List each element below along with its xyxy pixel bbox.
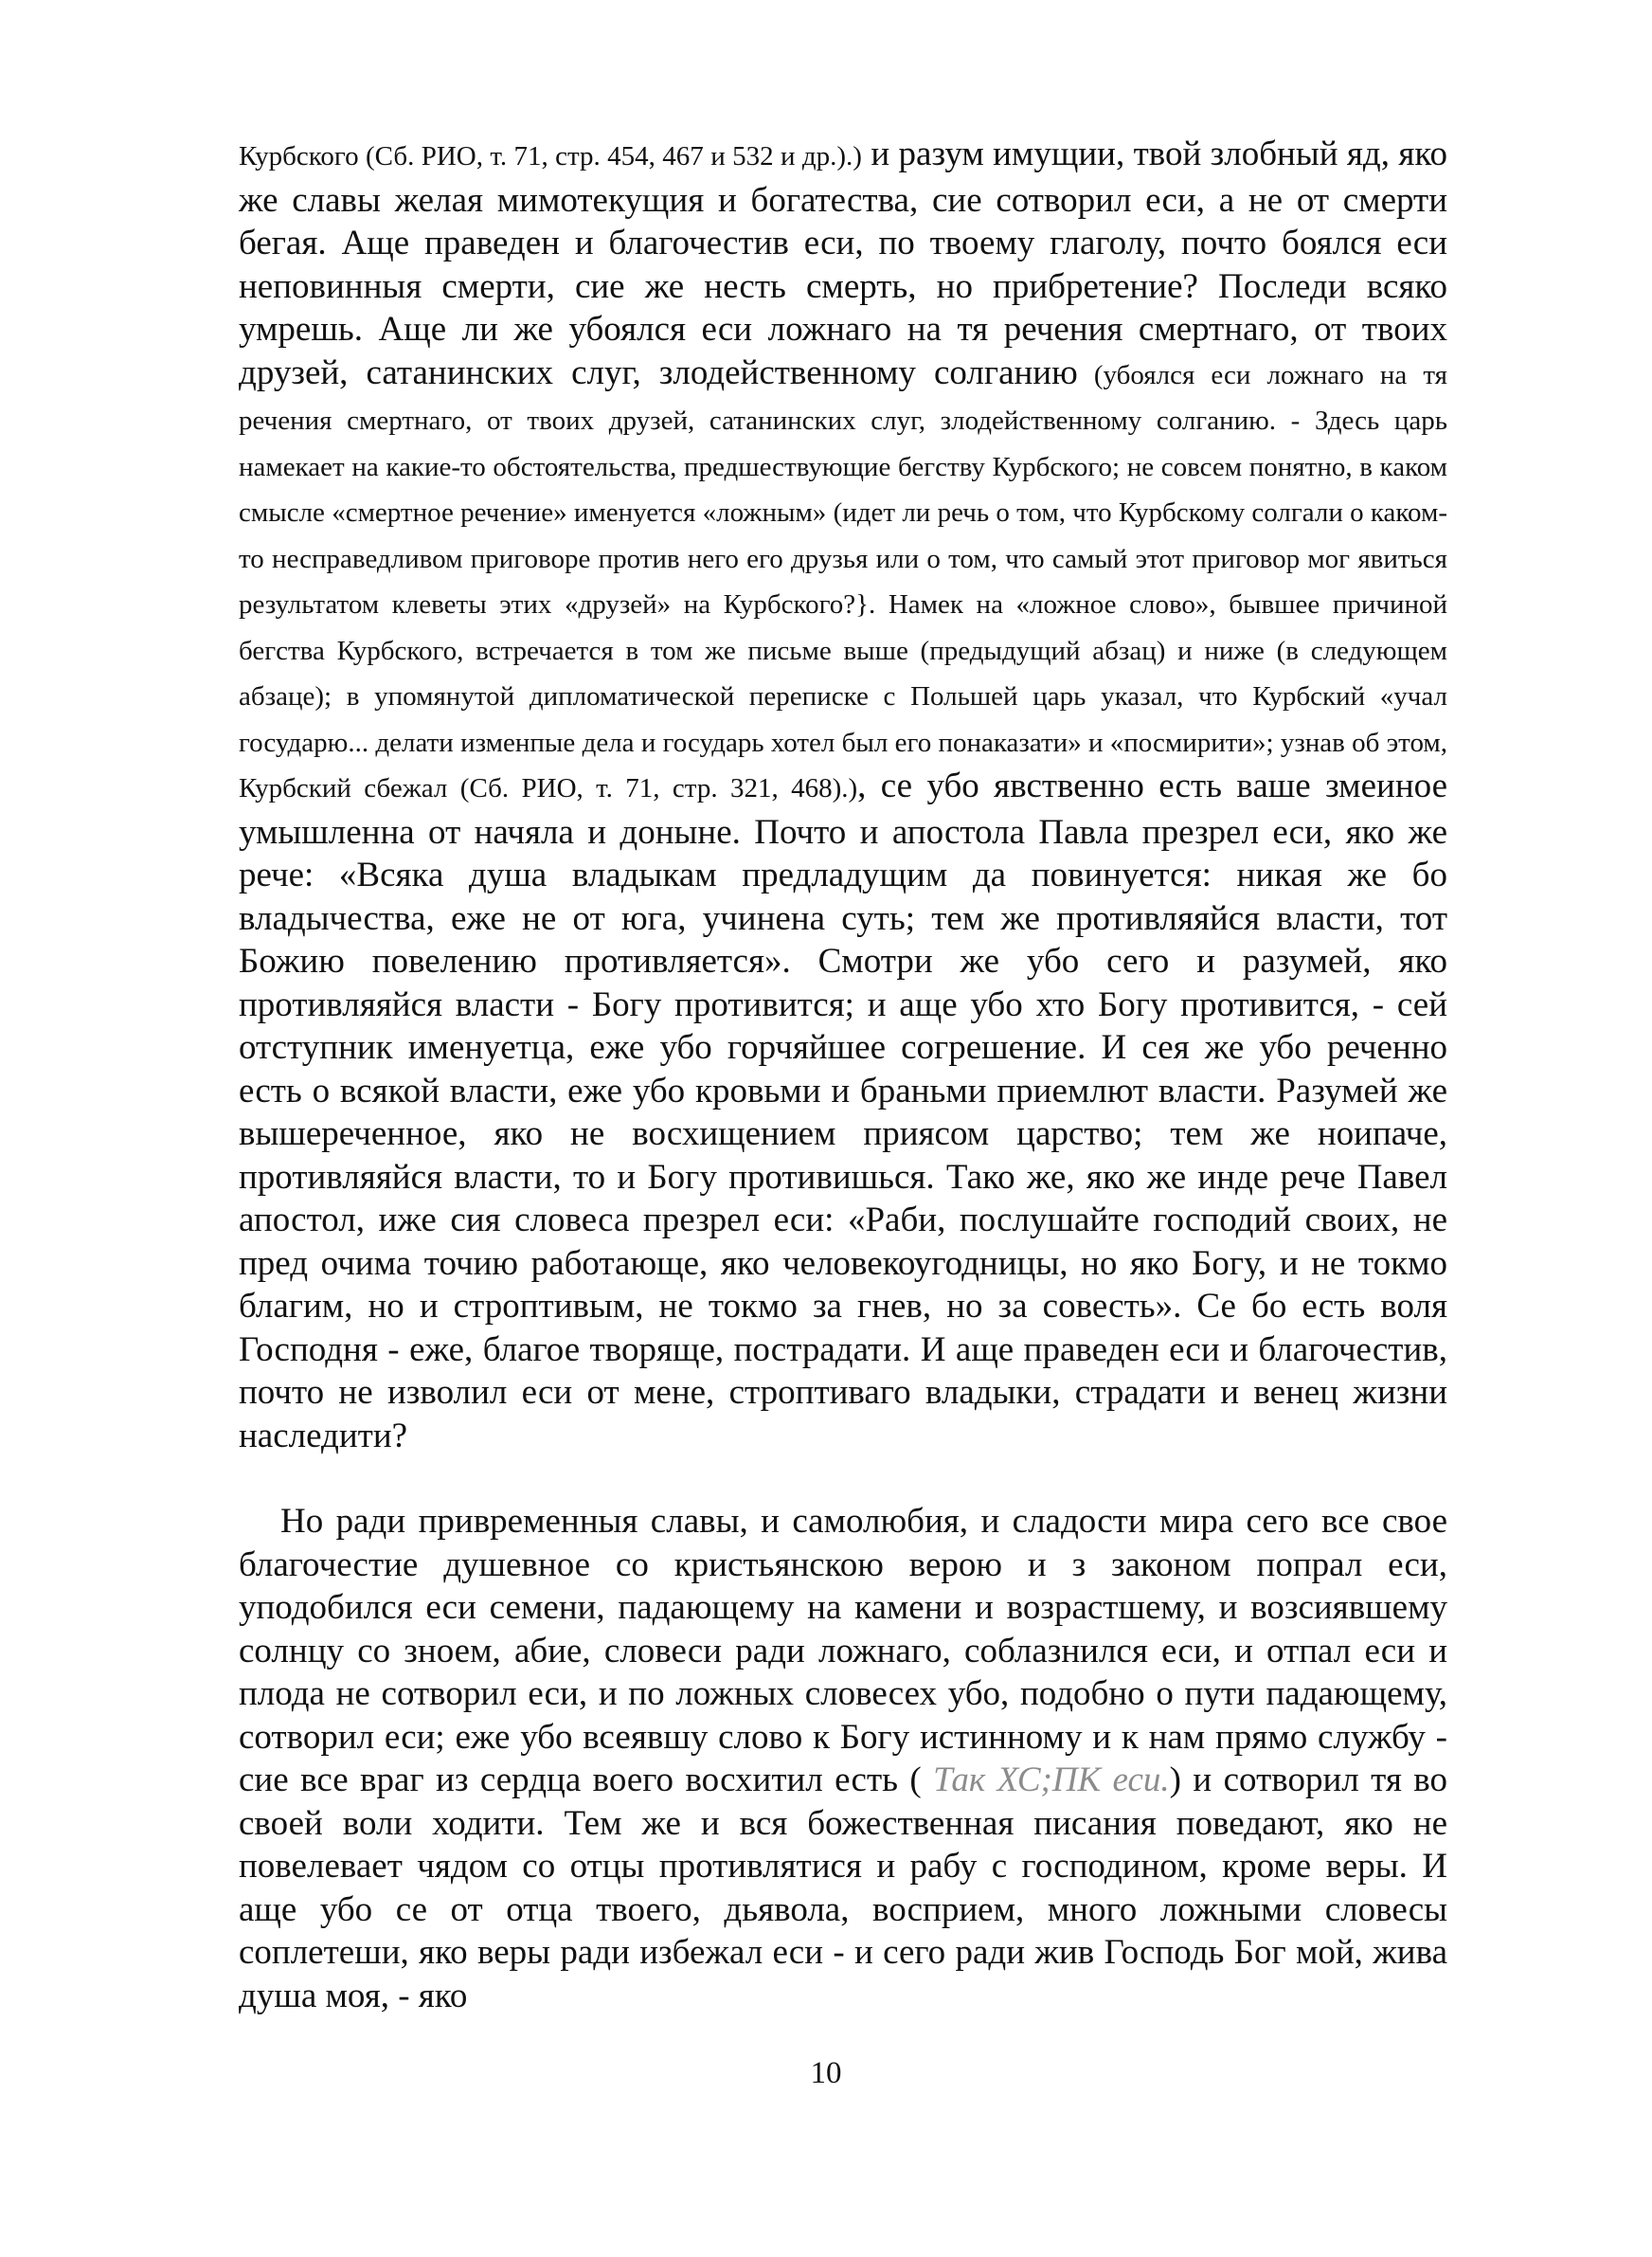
paragraph-2 (239, 1500, 1447, 2017)
document-body (239, 133, 1447, 2017)
footnote-fragment: Курбского (Сб. РИО, т. 71, стр. 454, 467 и 532 и др.).) (239, 141, 862, 172)
main-text: ) и сотворил тя во своей воли ходити. Тем же и вся божественная писания поведают, яко не повелевает чядом со отцы противлятися и рабу с господином, кроме веры. И аще убо се от отца твоего, дьявола, восприем, много ложными словесы соплетеши, яко веры ради избежал еси - и сего ради жив Господь Бог мой, жива душа моя, - яко (239, 1760, 1447, 2015)
editorial-note: Так ХС;ПК еси. (921, 1760, 1170, 1799)
main-text: , се убо явственно есть ваше змеиное умышленна от начяла и доныне. Почто и апостола Павла презрел еси, яко же рече: «Всяка душа владыкам предладущим да повинуется: никая же бо владычества, еже не от юга, учинена суть; тем же противляяйся власти, тот Божию повелению противляется». Смотри же убо сего и разумей, яко противляяйся власти - Богу противится; и аще убо хто Богу противится, - сей отступник именуетца, еже убо горчяйшее согрешение. И сея же убо реченно есть о всякой власти, еже убо кровьми и браньми приемлют власти. Разумей же вышереченное, яко не восхищением приясом царство; тем же ноипаче, противляяйся власти, то и Богу противишься. Тако же, яко же инде рече Павел апостол, иже сия словеса презрел еси: «Раби, послушайте господий своих, не пред очима точию работающе, яко человекоугодницы, но яко Богу, и не токмо благим, но и строптивым, не токмо за гнев, но за совесть». Се бо есть воля Господня - еже, благое творяще, пострадати. И аще праведен еси и благочестив, почто не изволил еси от мене, строптиваго владыки, страдати и венец жизни наследити? (239, 767, 1447, 1455)
main-text: и разум имущии, твой злобный яд, яко же славы желая мимотекущия и богатества, сие сотворил еси, а не от смерти бегая. Аще праведен и благочестив еси, по твоему глаголу, почто боялся еси неповинныя смерти, сие же несть смерть, но прибретение? Последи всяко умрешь. Аще ли же убоялся еси ложнаго на тя речения смертнаго, от твоих друзей, сатанинских слуг, злодейственному солганию (239, 135, 1448, 392)
footnote-commentary: (убоялся еси ложнаго на тя речения смертнаго, от твоих друзей, сатанинских слуг, злодейственному солганию. - Здесь царь намекает на какие-то обстоятельства, предшествующие бегству Курбского; не совсем понятно, в каком смысле «смертное речение» именуется «ложным» (идет ли речь о том, что Курбскому солгали о каком-то несправедливом приговоре против него его друзья или о том, что самый этот приговор мог явиться результатом клеветы этих «друзей» на Курбского?}. Намек на «ложное слово», бывшее причиной бегства Курбского, встречается в том же письме выше (предыдущий абзац) и ниже (в следующем абзаце); в упомянутой дипломатической переписке с Польшей царь указал, что Курбский «учал государю... делати изменпые дела и государь хотел был его понаказати» и «посмирити»; узнав об этом, Курбский сбежал (Сб. РИО, т. 71, стр. 321, 468).) (239, 359, 1447, 803)
paragraph-1 (239, 133, 1447, 1457)
page-number: 10 (810, 2056, 842, 2090)
main-text: Но ради привременныя славы, и самолюбия, и сладости мира сего все свое благочестие душевное со кристьянскою верою и з законом попрал еси, уподобился еси семени, падающему на камени и возрастшему, и возсиявшему солнцу со зноем, абие, словеси ради ложнаго, соблазнился еси, и отпал еси и плода не сотворил еси, и по ложных словесех убо, подобно о пути падающему, сотворил еси; еже убо всеявшу слово к Богу истинному и к нам прямо службу - сие все враг из сердца воего восхитил есть ( (239, 1502, 1447, 1799)
paragraph-spacer (239, 1457, 1447, 1500)
